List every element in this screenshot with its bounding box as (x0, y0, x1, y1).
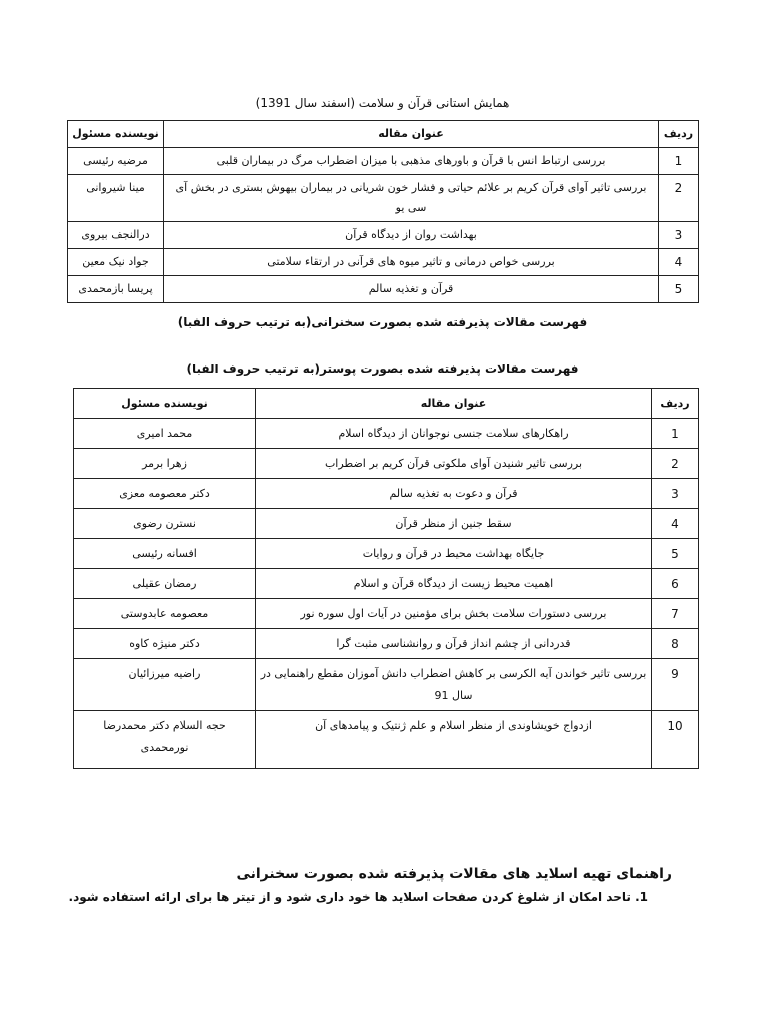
table-row (68, 222, 699, 249)
row-number: 5 (659, 276, 699, 303)
paper-author: راضیه میرزائیان (74, 659, 256, 711)
header-title: عنوان مقاله (164, 121, 659, 148)
header-author: نویسنده مسئول (74, 389, 256, 419)
paper-author: دکتر منیژه کاوه (74, 629, 256, 659)
oral-list-caption: فهرست مقالات پذیرفته شده بصورت سخنرانی(به ترتیب حروف الفبا) (177, 315, 588, 329)
table-row (74, 711, 699, 769)
table-row (68, 276, 699, 303)
row-number: 10 (652, 711, 699, 769)
paper-author: جواد نیک معین (68, 249, 164, 276)
paper-author: دکتر معصومه معزی (74, 479, 256, 509)
paper-title: بهداشت روان از دیدگاه قرآن (164, 222, 659, 249)
paper-title: بررسی تاثیر خواندن آیه الکرسی بر کاهش اضطراب دانش آموزان مقطع راهنمایی در سال 91 (256, 659, 652, 711)
row-number: 5 (652, 539, 699, 569)
table-row (74, 509, 699, 539)
row-number: 6 (652, 569, 699, 599)
paper-author: مینا شیروانی (68, 175, 164, 222)
paper-title: جایگاه بهداشت محیط در قرآن و روایات (256, 539, 652, 569)
row-number: 2 (659, 175, 699, 222)
paper-title: قدردانی از چشم انداز قرآن و روانشناسی مثبت گرا (256, 629, 652, 659)
row-number: 8 (652, 629, 699, 659)
row-number: 4 (652, 509, 699, 539)
table-row (74, 569, 699, 599)
table-row (74, 599, 699, 629)
row-number: 3 (659, 222, 699, 249)
paper-author: محمد امیری (74, 419, 256, 449)
table-row (74, 539, 699, 569)
poster-papers-table (73, 388, 699, 769)
paper-author: پریسا بازمحمدی (68, 276, 164, 303)
row-number: 1 (652, 419, 699, 449)
table-row (74, 659, 699, 711)
paper-title: بررسی تاثیر شنیدن آوای ملکوتی قرآن کریم بر اضطراب (256, 449, 652, 479)
table-row (74, 629, 699, 659)
paper-author: درالنجف بیروی (68, 222, 164, 249)
paper-title: اهمیت محیط زیست از دیدگاه قرآن و اسلام (256, 569, 652, 599)
table-row (74, 449, 699, 479)
header-author: نویسنده مسئول (68, 121, 164, 148)
row-number: 7 (652, 599, 699, 629)
table-row (74, 419, 699, 449)
row-number: 1 (659, 148, 699, 175)
paper-title: بررسی ارتباط انس با قرآن و باورهای مذهبی با میزان اضطراب مرگ در بیماران قلبی (164, 148, 659, 175)
paper-title: بررسی تاثیر آوای قرآن کریم بر علائم حیاتی و فشار خون شریانی در بیماران بیهوش بستری در بخش آی سی یو (164, 175, 659, 222)
paper-title: بررسی خواص درمانی و تاثیر میوه های قرآنی در ارتقاء سلامتی (164, 249, 659, 276)
slides-guide-item: 1. تاحد امکان از شلوغ کردن صفحات اسلاید ها خود داری شود و از تیتر ها برای ارائه استفاده شود. (68, 890, 648, 904)
paper-author: معصومه عابدوستی (74, 599, 256, 629)
row-number: 4 (659, 249, 699, 276)
paper-author: مرضیه رئیسی (68, 148, 164, 175)
table-row (68, 148, 699, 175)
header-title: عنوان مقاله (256, 389, 652, 419)
table-header-row (74, 389, 699, 419)
paper-author: زهرا برمر (74, 449, 256, 479)
header-row-number: ردیف (659, 121, 699, 148)
header-row-number: ردیف (652, 389, 699, 419)
paper-author: نسترن رضوی (74, 509, 256, 539)
paper-title: قرآن و تغذیه سالم (164, 276, 659, 303)
paper-author: افسانه رئیسی (74, 539, 256, 569)
table-row (74, 479, 699, 509)
slides-guide-title: راهنمای تهیه اسلاید های مقالات پذیرفته شده بصورت سخنرانی (236, 866, 672, 882)
row-number: 9 (652, 659, 699, 711)
paper-author: رمضان عقیلی (74, 569, 256, 599)
paper-author: حجه السلام دکتر محمدرضا نورمحمدی (74, 711, 256, 769)
oral-papers-table (67, 120, 699, 303)
poster-list-caption: فهرست مقالات پذیرفته شده بصورت پوستر(به ترتیب حروف الفبا) (186, 362, 579, 376)
table-row (68, 249, 699, 276)
paper-title: قرآن و دعوت به تغذیه سالم (256, 479, 652, 509)
paper-title: راهکارهای سلامت جنسی نوجوانان از دیدگاه اسلام (256, 419, 652, 449)
table-header-row (68, 121, 699, 148)
conference-caption: همایش استانی قرآن و سلامت (اسفند سال 1391) (255, 96, 510, 110)
paper-title: سقط جنین از منظر قرآن (256, 509, 652, 539)
paper-title: بررسی دستورات سلامت بخش برای مؤمنین در آیات اول سوره نور (256, 599, 652, 629)
table-row (68, 175, 699, 222)
row-number: 2 (652, 449, 699, 479)
paper-title: ازدواج خویشاوندی از منظر اسلام و علم ژنتیک و پیامدهای آن (256, 711, 652, 769)
row-number: 3 (652, 479, 699, 509)
